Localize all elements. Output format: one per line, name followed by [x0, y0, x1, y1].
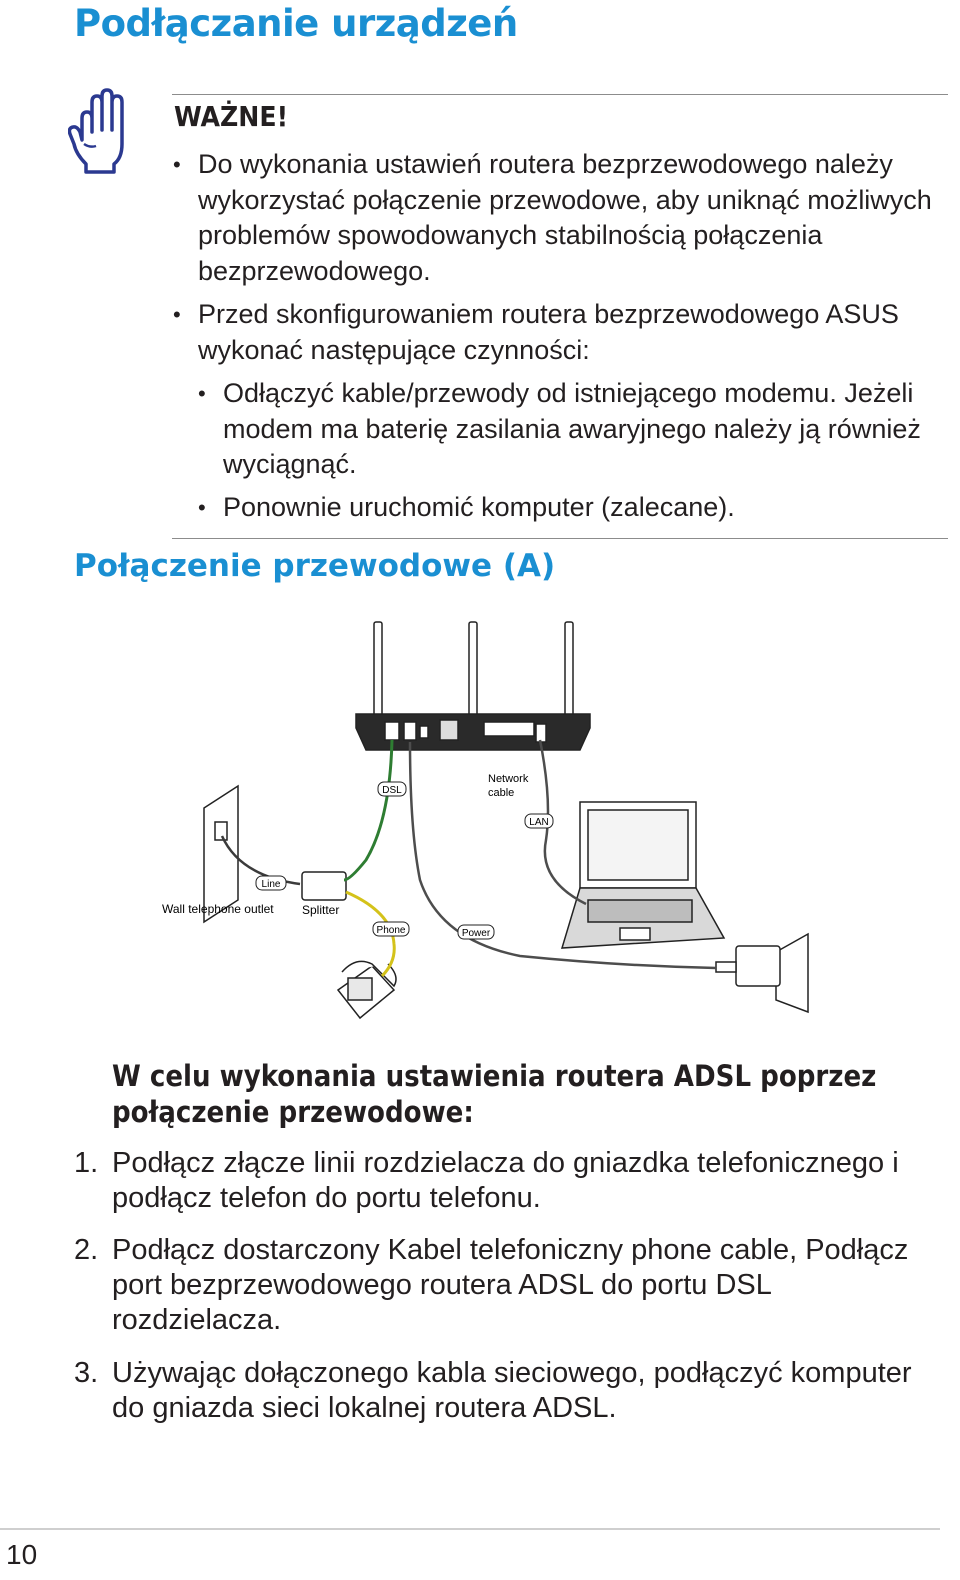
power-adapter-illustration	[716, 934, 808, 1012]
bullet-text: Przed skonfigurowaniem routera bezprzewodowego ASUS wykonać następujące czynności:	[198, 299, 899, 365]
laptop-illustration	[562, 802, 724, 948]
bullet-text: Ponownie uruchomić komputer (zalecane).	[223, 492, 735, 522]
raised-hand-icon	[68, 88, 134, 174]
bullet-dot: •	[198, 495, 206, 520]
page-title: Podłączanie urządzeń	[74, 2, 518, 45]
power-label: Power	[461, 928, 491, 939]
step-item	[74, 1356, 942, 1426]
steps-heading: W celu wykonania ustawienia routera ADSL poprzez połączenie przewodowe:	[112, 1059, 877, 1129]
bullet-dot: •	[173, 302, 181, 327]
page-number: 10	[6, 1539, 38, 1570]
lan-label: LAN	[529, 817, 549, 828]
divider-top	[172, 94, 948, 95]
footer-divider	[0, 1528, 940, 1530]
important-sub-bullet	[198, 376, 948, 483]
step-text: Używając dołączonego kabla sieciowego, podłączyć komputer do gniazda sieci lokalnej routera ADSL.	[112, 1357, 912, 1424]
important-bullet	[173, 297, 948, 368]
section-title: Połączenie przewodowe (A)	[74, 548, 556, 584]
step-number: 2.	[74, 1234, 99, 1266]
dsl-cable	[344, 740, 392, 880]
step-number: 3.	[74, 1357, 99, 1389]
divider-middle	[172, 538, 948, 539]
bullet-text: Do wykonania ustawień routera bezprzewodowego należy wykorzystać połączenie przewodowe, aby uniknąć możliwych problemów spowodowanych stabilnością połączenia bezprzewodowego.	[198, 149, 932, 286]
bullet-text: Odłączyć kable/przewody od istniejącego modemu. Jeżeli modem ma baterię zasilania awaryjnego należy ją również wyciągnąć.	[223, 378, 921, 479]
important-sub-bullet	[198, 490, 948, 526]
important-label: WAŻNE!	[174, 100, 289, 133]
step-item	[74, 1233, 942, 1338]
line-label: Line	[261, 879, 281, 890]
phone-label: Phone	[376, 925, 406, 936]
network-cable-label-line1: Network	[488, 773, 529, 785]
connection-diagram	[150, 615, 820, 1035]
bullet-dot: •	[173, 152, 181, 177]
bullet-dot: •	[198, 381, 206, 406]
step-text: Podłącz dostarczony Kabel telefoniczny phone cable, Podłącz port bezprzewodowego routera ADSL do portu DSL rozdzielacza.	[112, 1234, 909, 1336]
splitter-illustration	[302, 872, 346, 900]
wall-outlet-label: Wall telephone outlet	[162, 902, 274, 916]
splitter-label: Splitter	[302, 903, 340, 917]
step-number: 1.	[74, 1147, 99, 1179]
dsl-label: DSL	[382, 785, 402, 796]
router-illustration	[356, 622, 590, 750]
important-bullet	[173, 147, 948, 289]
step-text: Podłącz złącze linii rozdzielacza do gniazdka telefonicznego i podłącz telefon do portu telefonu.	[112, 1147, 899, 1214]
network-cable-label-line2: cable	[488, 787, 515, 799]
step-item	[74, 1146, 942, 1216]
